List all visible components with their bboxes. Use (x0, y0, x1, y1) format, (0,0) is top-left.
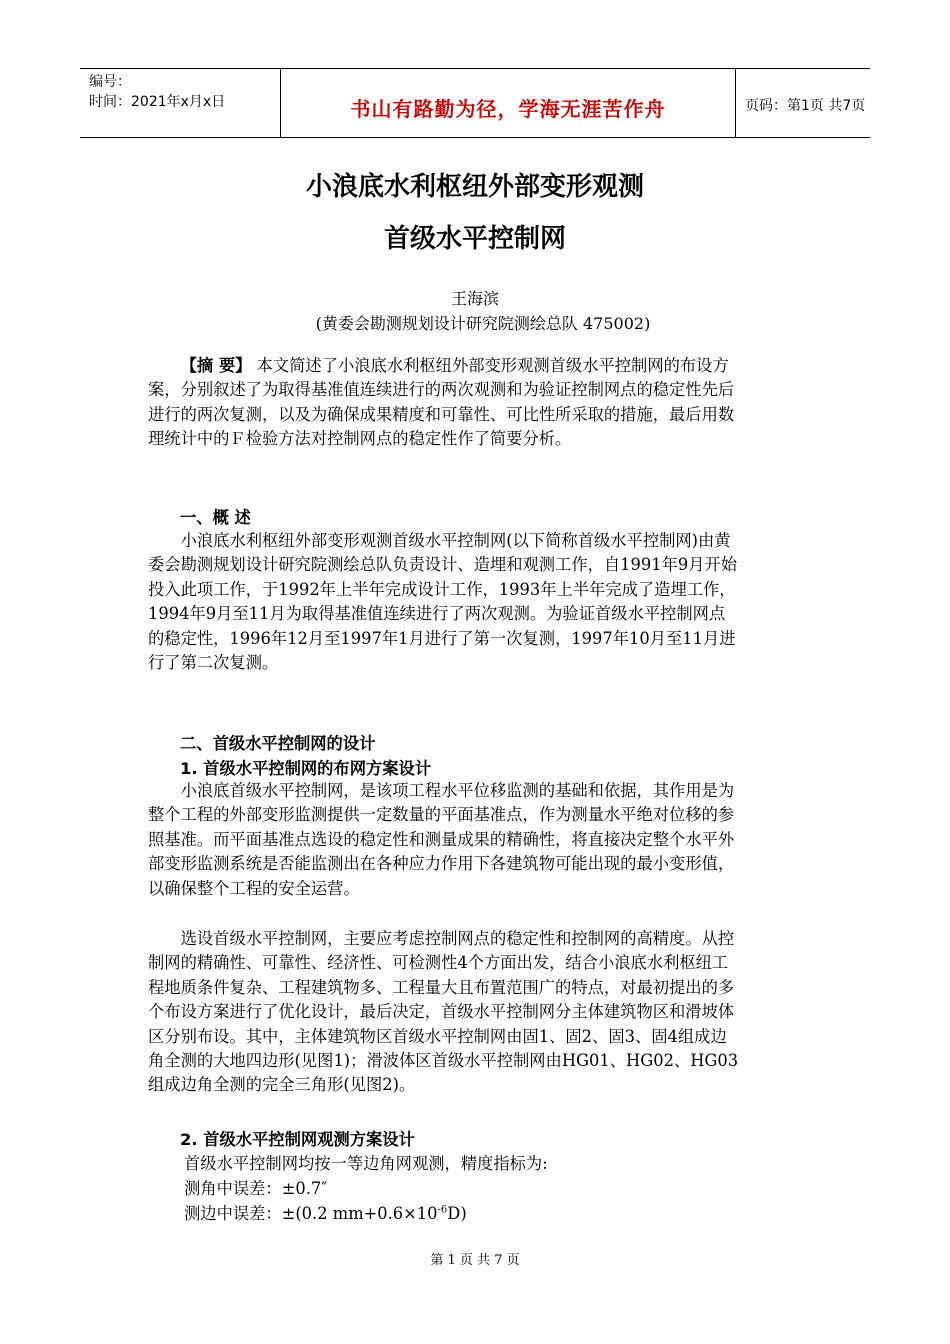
distance-error-main: 测边中误差：±(0.2 mm+0.6×10 (184, 1204, 438, 1223)
document-title-line1: 小浪底水利枢纽外部变形观测 (305, 172, 644, 202)
section1-heading: 一、概 述 (180, 508, 251, 527)
distance-error-line (184, 1200, 467, 1224)
header-right-cell (736, 69, 870, 137)
angle-error-line: 测角中误差：±0.7″ (184, 1179, 328, 1198)
distance-error-tail: D) (447, 1204, 467, 1223)
date-label: 时间：2021年x月x日 (89, 94, 226, 110)
section2-heading: 二、首级水平控制网的设计 (180, 734, 376, 753)
section2-paragraph-2: 选设首级水平控制网，主要应考虑控制网点的稳定性和控制网的高精度。从控制网的精确性、可靠性、经济性、可检测性4个方面出发，结合小浪底水利枢纽工程地质条件复杂、工程建筑物多、工程量大且布置范围广的特点，对最初提出的多个布设方案进行了优化设计，最后决定，首级水平控制网分主体建筑物区和滑坡体区分别布设。其中，主体建筑物区首级水平控制网由固1、固2、固3、固4组成边角全测的大地四边形(见图1)；滑波体区首级水平控制网由HG01、HG02、HG03组成边角全测的完全三角形(见图2)。 (148, 929, 739, 1095)
distance-error-exponent: -6 (437, 1204, 448, 1216)
header-motto: 书山有路勤为径，学海无涯苦作舟 (350, 97, 666, 121)
abstract-text: 本文简述了小浪底水利枢纽外部变形观测首级水平控制网的布设方案，分别叙述了为取得基准值连续进行的两次观测和为验证控制网点的稳定性先后进行的两次复测，以及为确保成果精度和可靠性、可比性所采取的措施，最后用数理统计中的Ｆ检验方法对控制网点的稳定性作了简要分析。 (148, 356, 735, 449)
author-name: 王海滨 (450, 289, 499, 308)
author-affiliation: (黄委会勘测规划设计研究院测绘总队 475002) (315, 314, 651, 333)
abstract-paragraph (148, 354, 740, 452)
header-left-cell (80, 69, 281, 137)
header-middle-cell (281, 69, 736, 137)
abstract-label: 【摘 要】 (180, 356, 252, 375)
precision-intro-line: 首级水平控制网均按一等边角网观测，精度指标为: (184, 1154, 548, 1173)
page-header (80, 68, 870, 138)
subsection-2-2-heading: 2. 首级水平控制网观测方案设计 (180, 1130, 415, 1149)
number-label: 编号： (89, 74, 131, 90)
page-footer: 第 1 页 共 7 页 (430, 1253, 520, 1268)
section1-paragraph: 小浪底水利枢纽外部变形观测首级水平控制网(以下简称首级水平控制网)由黄委会勘测规划设计研究院测绘总队负责设计、造埋和观测工作，自1991年9月开始投入此项工作，于1992年上半年完成设计工作，1993年上半年完成了造埋工作，1994年9月至11月为取得基准值连续进行了两次观测。为验证首级水平控制网点的稳定性，1996年12月至1997年1月进行了第一次复测，1997年10月至11月进行了第二次复测。 (148, 531, 738, 673)
document-title-line2: 首级水平控制网 (383, 224, 566, 254)
subsection-2-1-heading: 1. 首级水平控制网的布网方案设计 (180, 759, 432, 778)
section2-paragraph-1: 小浪底首级水平控制网，是该项工程水平位移监测的基础和依据，其作用是为整个工程的外部变形监测提供一定数量的平面基准点，作为测量水平绝对位移的参照基准。而平面基准点选设的稳定性和测量成果的精确性，将直接决定整个水平外部变形监测系统是否能监测出在各种应力作用下各建筑物可能出现的最小变形值，以确保整个工程的安全运营。 (148, 781, 735, 898)
header-page-info: 页码：第1页 共7页 (745, 98, 866, 114)
